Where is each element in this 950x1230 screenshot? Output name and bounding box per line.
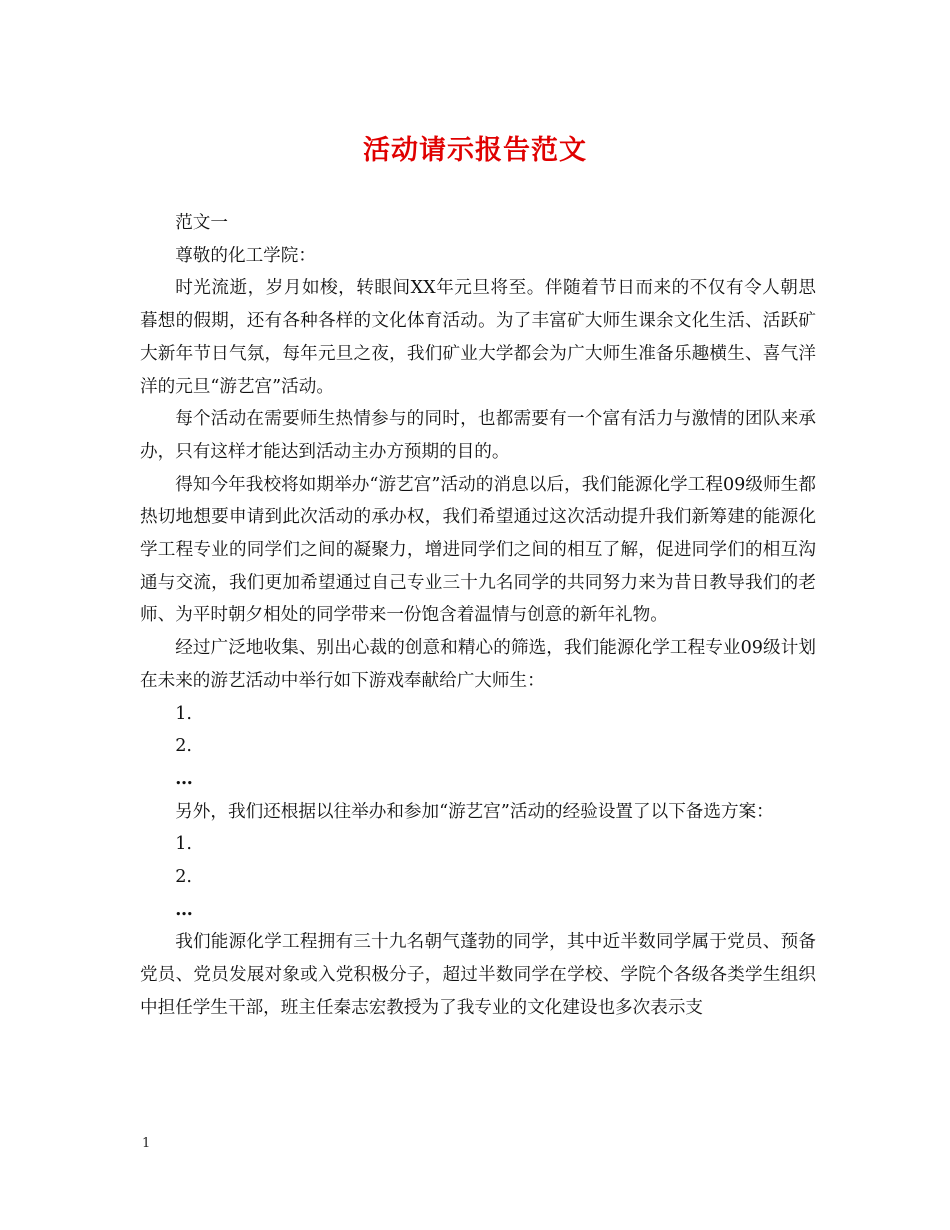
closing-paragraph: 我们能源化学工程拥有三十九名朝气蓬勃的同学，其中近半数同学属于党员、预备党员、党员发展对象或入党积极分子，超过半数同学在学校、学院个各级各类学生组织中担任学生干部，班主任秦志宏教授为了我专业的文化建设也多次表示支 [140, 932, 816, 1018]
backup-intro-paragraph: 另外，我们还根据以往举办和参加“游艺宫”活动的经验设置了以下备选方案： [175, 801, 774, 822]
document-title: 活动请示报告范文 [363, 135, 587, 166]
salutation: 尊敬的化工学院： [175, 245, 316, 266]
paragraph: 每个活动在需要师生热情参与的同时，也都需要有一个富有活力与激情的团队来承办，只有这样才能达到活动主办方预期的目的。 [140, 409, 816, 462]
paragraph: 时光流逝，岁月如梭，转眼间XX年元旦将至。伴随着节日而来的不仅有令人朝思暮想的假期，还有各种各样的文化体育活动。为了丰富矿大师生课余文化生活、活跃矿大新年节日气氛，每年元旦之夜，我们矿业大学都会为广大师生准备乐趣横生、喜气洋洋的元旦“游艺宫”活动。 [140, 278, 816, 397]
list-item: 2. [175, 867, 192, 888]
list-ellipsis: … [175, 767, 192, 789]
document-body [140, 207, 816, 1025]
page-number: 1 [142, 1136, 151, 1151]
list-item: 2. [175, 736, 192, 757]
paragraph: 得知今年我校将如期举办“游艺宫”活动的消息以后，我们能源化学工程09级师生都热切地想要申请到此次活动的承办权，我们希望通过这次活动提升我们新筹建的能源化学工程专业的同学们之间的凝聚力，增进同学们之间的相互了解，促进同学们的相互沟通与交流，我们更加希望通过自己专业三十九名同学的共同努力来为昔日教导我们的老师、为平时朝夕相处的同学带来一份饱含着温情与创意的新年礼物。 [140, 474, 816, 626]
list-item: 1. [175, 834, 192, 855]
section-label: 范文一 [175, 213, 228, 233]
paragraph: 经过广泛地收集、别出心裁的创意和精心的筛选，我们能源化学工程专业09级计划在未来的游艺活动中举行如下游戏奉献给广大师生： [140, 638, 816, 691]
list-item: 1. [175, 703, 192, 724]
list-ellipsis: … [175, 898, 192, 920]
